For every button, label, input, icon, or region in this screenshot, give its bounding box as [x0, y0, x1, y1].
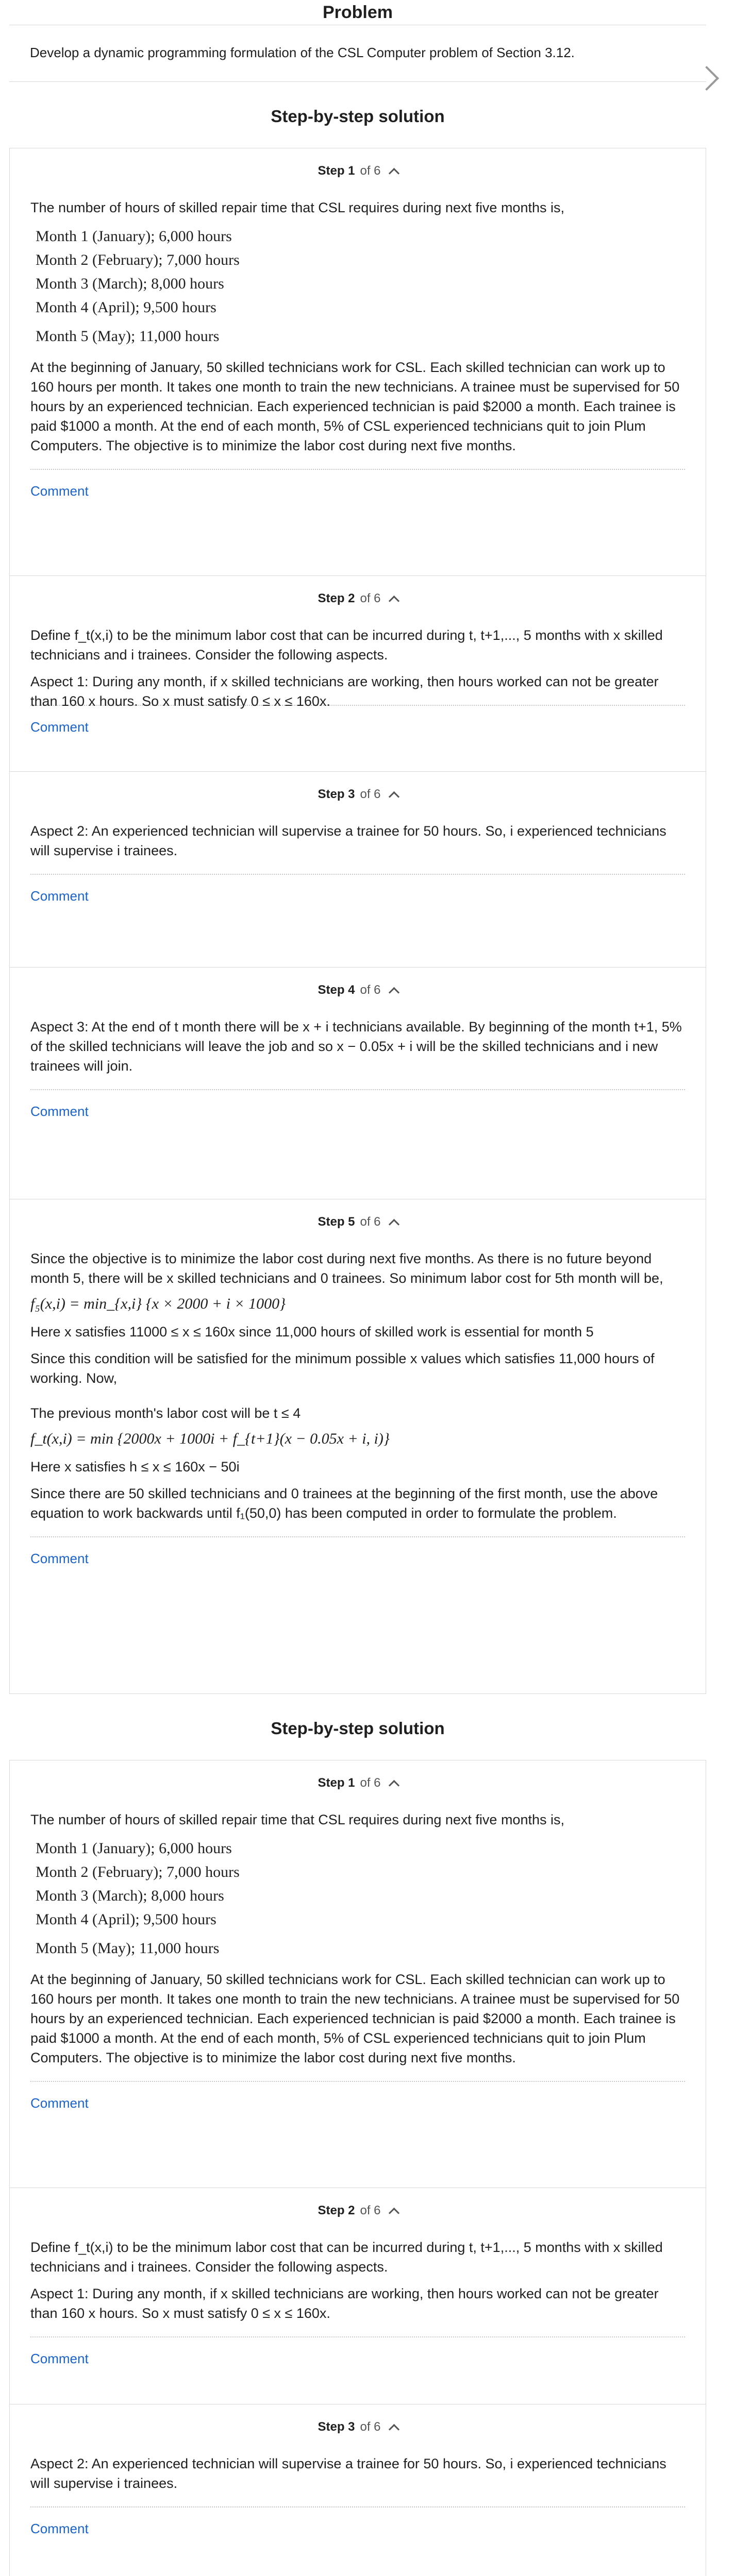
step-2-aspect1: Aspect 1: During any month, if x skilled technicians are working, then hours worked can not be greater than 160 x hours. So x must satisfy 0 ≤ x ≤ 160x. [30, 674, 659, 709]
step-5-p1: Since the objective is to minimize the labor cost during next five months. As there is no future beyond month 5, there will be x skilled technicians and 0 trainees. So minimum labor cost for 5th month will be, [30, 1251, 663, 1286]
month-item: Month 4 (April); 9,500 hours [36, 1911, 216, 1928]
collapse-icon[interactable] [388, 2424, 399, 2434]
problem-header [9, 0, 706, 25]
months-list [36, 225, 685, 348]
step-of: of 6 [360, 591, 381, 605]
step-label: Step 3 [318, 2420, 355, 2434]
month-item: Month 2 (February); 7,000 hours [36, 1863, 240, 1880]
step-6-p2-copy: Here x satisfies h ≤ x ≤ 160x − 50i [30, 1459, 240, 1475]
step-of: of 6 [360, 1215, 381, 1229]
comment-link[interactable]: Comment [30, 2351, 89, 2366]
step-6-eq1-copy: f_t(x,i) = min {2000x + 1000i + f_{t+1}(x − 0.05x + i, i)} [30, 1430, 390, 1447]
step-label: Step 1 [318, 1776, 355, 1790]
step-5-header[interactable] [30, 1215, 685, 1229]
collapse-icon[interactable] [388, 2207, 399, 2218]
step-1-body: At the beginning of January, 50 skilled technicians work for CSL. Each skilled technician can work up to 160 hours per month. It takes one month to train the new technicians. A trainee must be supervised for 50 hours by an experienced technician. Each experienced technician is paid $2000 a month. Each trainee is paid $1000 a month. At the end of each month, 5% of CSL experienced technicians quit to join Plum Computers. The objective is to minimize the labor cost during next five months. [30, 1972, 680, 2065]
step-of: of 6 [360, 1776, 381, 1790]
step-3-header[interactable] [30, 787, 685, 802]
comment-link[interactable]: Comment [30, 2521, 89, 2536]
step-1-card [9, 148, 706, 576]
divider [30, 469, 685, 470]
step-of: of 6 [360, 164, 381, 178]
divider [30, 2506, 685, 2507]
step-label: Step 2 [318, 591, 355, 605]
step-4-header[interactable] [30, 983, 685, 997]
step-1-card [9, 1760, 706, 2188]
collapse-icon[interactable] [388, 1218, 399, 1229]
step-4-card [9, 968, 706, 1199]
step-4-aspect3: Aspect 3: At the end of t month there will be x + i technicians available. By beginning of the month t+1, 5% of the skilled technicians will leave the job and so x − 0.05x + i will be the skilled technicians and i new trainees will join. [30, 1019, 682, 1074]
step-5-card [9, 1199, 706, 1694]
collapse-icon[interactable] [388, 1780, 399, 1790]
step-3-card [9, 2404, 706, 2576]
month-item: Month 1 (January); 6,000 hours [36, 1840, 232, 1857]
divider [30, 874, 685, 875]
comment-link[interactable]: Comment [30, 888, 89, 904]
comment-link[interactable]: Comment [30, 1551, 89, 1566]
divider [30, 2081, 685, 2082]
step-1-intro: The number of hours of skilled repair time that CSL requires during next five months is, [30, 1812, 564, 1827]
step-2-header[interactable] [30, 591, 685, 606]
month-item: Month 5 (May); 11,000 hours [36, 328, 220, 345]
step-label: Step 3 [318, 787, 355, 801]
step-3-header[interactable] [30, 2420, 685, 2434]
month-item: Month 2 (February); 7,000 hours [36, 251, 240, 268]
month-item: Month 5 (May); 11,000 hours [36, 1940, 220, 1957]
month-item: Month 4 (April); 9,500 hours [36, 299, 216, 316]
comment-link[interactable]: Comment [30, 1104, 89, 1119]
month-item: Month 3 (March); 8,000 hours [36, 1887, 224, 1904]
divider [30, 1089, 685, 1090]
step-3-aspect2: Aspect 2: An experienced technician will supervise a trainee for 50 hours. So, i experienced technicians will supervise i trainees. [30, 2456, 666, 2491]
problem-statement: Develop a dynamic programming formulation of the CSL Computer problem of Section 3.12. [9, 25, 706, 82]
month-item: Month 3 (March); 8,000 hours [36, 275, 224, 292]
step-3-card [9, 772, 706, 968]
collapse-icon[interactable] [388, 987, 399, 997]
solution-title: Step-by-step solution [9, 1694, 706, 1760]
step-1-body: At the beginning of January, 50 skilled technicians work for CSL. Each skilled technician can work up to 160 hours per month. It takes one month to train the new technicians. A trainee must be supervised for 50 hours by an experienced technician. Each experienced technician is paid $2000 a month. Each trainee is paid $1000 a month. At the end of each month, 5% of CSL experienced technicians quit to join Plum Computers. The objective is to minimize the labor cost during next five months. [30, 360, 680, 453]
step-2-card [9, 576, 706, 772]
divider [30, 2336, 685, 2337]
step-of: of 6 [360, 2420, 381, 2434]
comment-link[interactable]: Comment [30, 483, 89, 499]
step-of: of 6 [360, 787, 381, 801]
solution-title: Step-by-step solution [9, 82, 706, 148]
step-2-card [9, 2188, 706, 2404]
step-label: Step 2 [318, 2204, 355, 2217]
step-2-aspect1: Aspect 1: During any month, if x skilled technicians are working, then hours worked can not be greater than 160 x hours. So x must satisfy 0 ≤ x ≤ 160x. [30, 2286, 659, 2321]
step-5-p3: Since this condition will be satisfied for the minimum possible x values which satisfies 11,000 hours of working. Now, [30, 1351, 655, 1386]
step-6-p1-copy: The previous month's labor cost will be t ≤ 4 [30, 1405, 301, 1421]
step-2-define: Define f_t(x,i) to be the minimum labor cost that can be incurred during t, t+1,..., 5 months with x skilled technicians and i trainees. Consider the following aspects. [30, 628, 663, 663]
problem-title: Problem [322, 2, 393, 22]
collapse-icon[interactable] [388, 595, 399, 606]
step-5-eq1: f₅(x,i) = min_{x,i} {x × 2000 + i × 1000} [30, 1295, 286, 1312]
step-1-intro: The number of hours of skilled repair time that CSL requires during next five months is, [30, 200, 564, 215]
step-2-define: Define f_t(x,i) to be the minimum labor cost that can be incurred during t, t+1,..., 5 months with x skilled technicians and i trainees. Consider the following aspects. [30, 2240, 663, 2275]
step-label: Step 5 [318, 1215, 355, 1229]
step-5-p2: Here x satisfies 11000 ≤ x ≤ 160x since 11,000 hours of skilled work is essential for month 5 [30, 1324, 594, 1340]
collapse-icon[interactable] [388, 167, 399, 178]
step-3-aspect2: Aspect 2: An experienced technician will supervise a trainee for 50 hours. So, i experienced technicians will supervise i trainees. [30, 823, 666, 858]
comment-link[interactable]: Comment [30, 2095, 89, 2111]
step-of: of 6 [360, 983, 381, 997]
divider [30, 1536, 685, 1537]
step-1-header[interactable] [30, 1776, 685, 1790]
step-label: Step 1 [318, 164, 355, 178]
comment-link[interactable]: Comment [30, 719, 89, 735]
step-label: Step 4 [318, 983, 355, 997]
month-item: Month 1 (January); 6,000 hours [36, 228, 232, 245]
step-1-header[interactable] [30, 164, 685, 178]
months-list [36, 1837, 685, 1960]
collapse-icon[interactable] [388, 791, 399, 802]
step-2-header[interactable] [30, 2204, 685, 2218]
step-6-p3-copy: Since there are 50 skilled technicians and 0 trainees at the beginning of the first month, use the above equation to work backwards until f₁(50,0) has been computed in order to formulate the problem. [30, 1486, 658, 1521]
step-of: of 6 [360, 2204, 381, 2217]
